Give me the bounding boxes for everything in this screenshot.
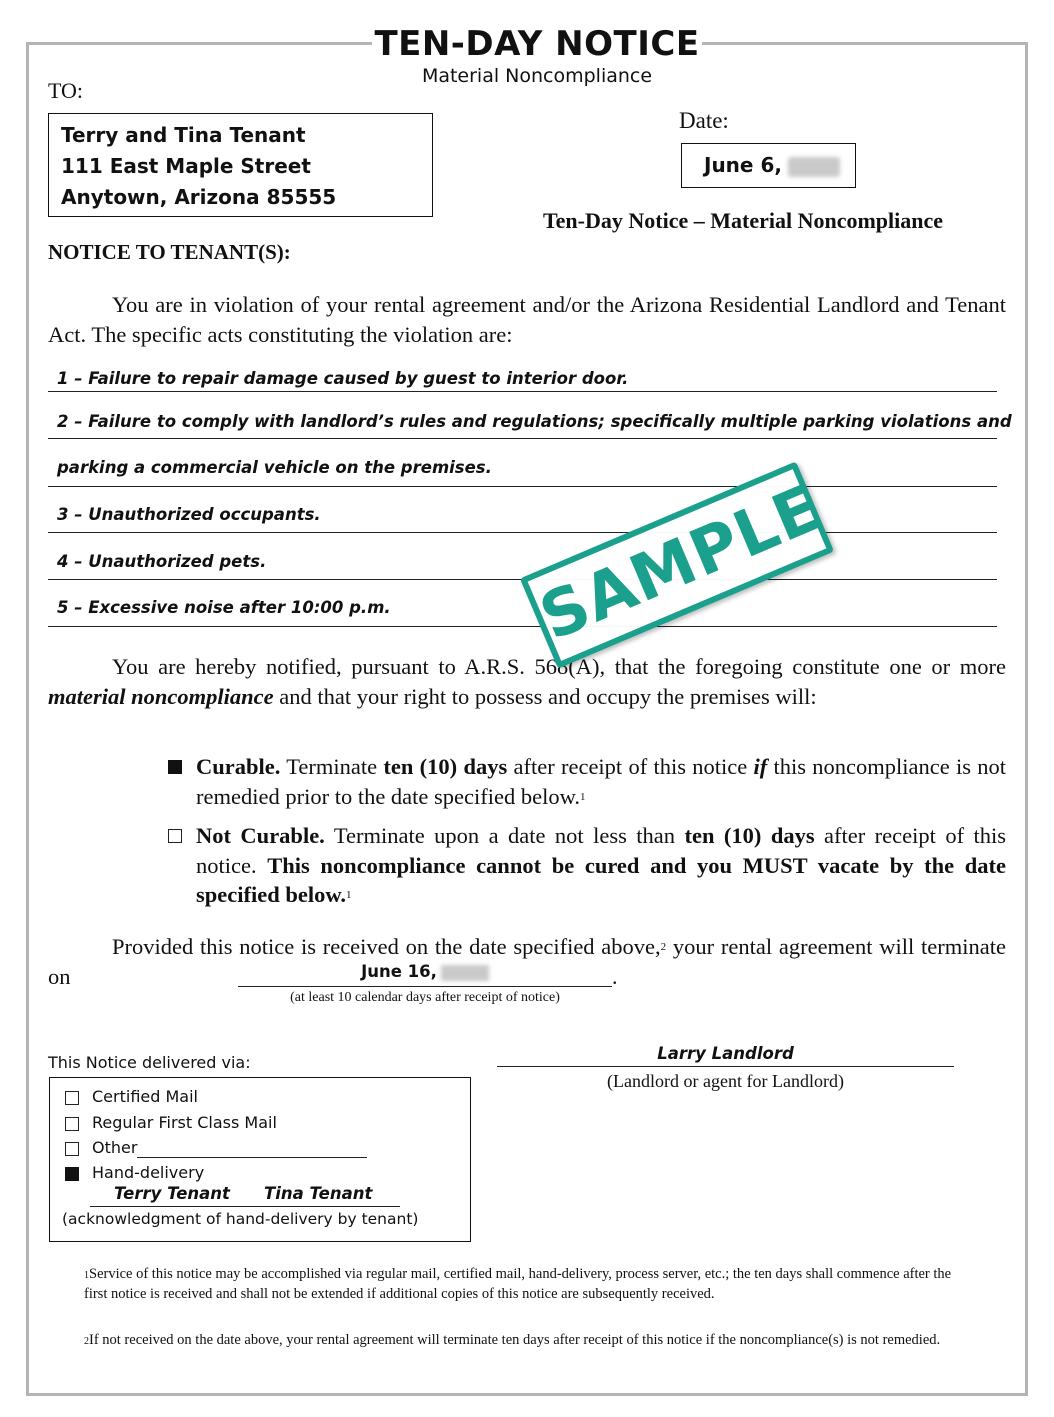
violation-item: 5 – Excessive noise after 10:00 p.m. [57,598,391,617]
notification-paragraph [48,652,1006,711]
recipient-street: 111 East Maple Street [61,154,311,178]
termination-caption: (at least 10 calendar days after receipt of notice) [290,990,560,1005]
redacted-year [788,157,840,177]
first-class-mail-checkbox[interactable] [65,1117,79,1131]
curable-text-2: after receipt of this notice [513,754,748,779]
redacted-year [441,965,489,981]
not-curable-option [196,821,1006,910]
footnote [84,1265,964,1304]
recipient-address-box [48,113,433,217]
hand-delivery-checkbox[interactable] [65,1167,79,1181]
recipient-name: Terry and Tina Tenant [61,123,306,147]
tenant-signature: Terry Tenant [114,1184,230,1203]
date-box [681,143,856,188]
not-curable-warning: This noncompliance cannot be cured and you MUST vacate by the date specified below. [196,852,1006,907]
delivery-method-label: Other [92,1138,138,1157]
violation-item: 3 – Unauthorized occupants. [57,505,321,524]
violation-item: 2 – Failure to comply with landlord’s rules and regulations; specifically multiple parking violations and [57,412,1012,431]
footnote-number: 1 [84,1270,89,1281]
acknowledgment-signature-line [90,1182,400,1207]
acknowledgment-caption: (acknowledgment of hand-delivery by tenant) [62,1210,419,1228]
curable-text-1: Terminate [286,754,378,779]
curable-checkbox[interactable] [168,760,182,774]
footnote [84,1331,964,1351]
tenant-signature: Tina Tenant [264,1184,373,1203]
not-curable-text-2: after receipt of this notice. [196,823,1007,878]
delivery-method-label: Hand-delivery [92,1163,205,1182]
footnote-ref: 1 [580,790,586,803]
termination-period: . [612,964,618,989]
termination-date-field [238,958,612,987]
termination-text-1: Provided this notice is received on the date specified above, [112,934,661,959]
curable-label: Curable. [196,754,281,779]
intro-paragraph [48,290,1006,349]
notification-text-1: You are hereby notified, pursuant to A.R.S. [112,654,525,679]
date-label: Date: [679,108,729,133]
landlord-caption: (Landlord or agent for Landlord) [607,1071,844,1091]
notification-text-2: 568(A), that the foregoing constitute one or more [534,654,1006,679]
certified-mail-checkbox[interactable] [65,1091,79,1105]
footnote-number: 2 [84,1336,89,1347]
curable-option [196,752,1006,811]
notice-to-tenants: NOTICE TO TENANT(S): [48,240,291,264]
violation-item: parking a commercial vehicle on the premises. [57,458,492,477]
date-value: June 6, [704,153,782,177]
termination-date: June 16, [361,962,437,981]
curable-text-3: this noncompliance is not remedied prior to the date specified below. [196,754,1007,809]
intro-text: You are in violation of your rental agreement and/or the Arizona Residential Landlord and Tenant Act. The specific acts constituting the violation are: [48,292,1006,347]
footnote-text: Service of this notice may be accomplished via regular mail, certified mail, hand-delivery, process server, etc.; the ten days shall commence after the first notice is received and shall not be extended if additional copies of this notice are subsequently received. [84,1266,952,1302]
notice-heading: Ten-Day Notice – Material Noncompliance [543,208,944,233]
other-checkbox[interactable] [65,1142,79,1156]
curable-days: ten (10) days [383,754,508,779]
document-title: TEN-DAY NOTICE [374,24,700,64]
delivery-label: This Notice delivered via: [48,1053,251,1072]
delivery-method-label: Regular First Class Mail [92,1113,277,1132]
landlord-signature-line [497,1042,954,1067]
footnote-text: If not received on the date above, your rental agreement will terminate ten days after receipt of this notice if the noncompliance(s) is not remedied. [89,1332,941,1348]
document-header [372,20,702,98]
violation-item: 4 – Unauthorized pets. [57,552,267,571]
notification-text-3: and that your right to possess and occupy the premises will: [279,683,817,709]
material-noncompliance-emphasis: material noncompliance [48,683,274,709]
not-curable-text-1: Terminate upon a date not less than [333,823,676,848]
recipient-city: Anytown, Arizona 85555 [61,185,337,209]
not-curable-days: ten (10) days [684,823,815,848]
footnote-ref: 2 [660,941,667,953]
violation-item: 1 – Failure to repair damage caused by guest to interior door. [57,369,629,388]
document-subtitle: Material Noncompliance [421,65,653,87]
delivery-methods-box [49,1077,471,1242]
not-curable-label: Not Curable. [196,823,325,848]
delivery-method-label: Certified Mail [92,1087,198,1106]
landlord-signature: Larry Landlord [657,1044,794,1063]
sample-stamp: SAMPLE [520,461,834,668]
curable-if: if [753,754,768,779]
not-curable-checkbox[interactable] [168,829,182,843]
to-label: TO: [48,78,84,103]
termination-text-2: your rental agreement will terminate on [48,934,1006,989]
footnote-ref: 1 [346,889,352,901]
other-method-blank [137,1157,367,1158]
